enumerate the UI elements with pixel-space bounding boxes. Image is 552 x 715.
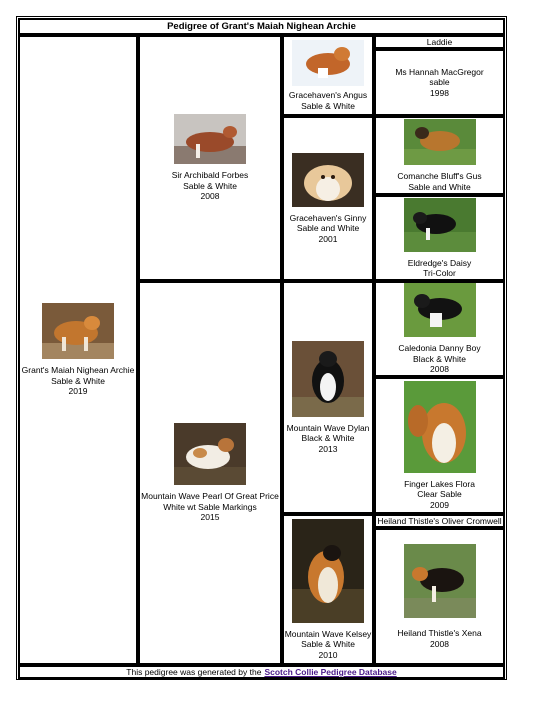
- ggsire-cell: [374, 35, 505, 49]
- dam-cell: [138, 281, 282, 665]
- sire-sire-cell: [282, 35, 374, 116]
- dog-color: sable: [429, 77, 450, 88]
- pedigree-title: Pedigree of Grant's Maiah Nighean Archie: [18, 18, 505, 35]
- dog-year: 1998: [430, 87, 449, 98]
- dog-photo[interactable]: [404, 119, 476, 165]
- dog-photo[interactable]: [404, 198, 476, 252]
- dog-color: Black & White: [413, 353, 466, 364]
- dog-name: Gracehaven's Ginny: [289, 212, 367, 223]
- sire-dam-cell: [282, 116, 374, 281]
- dog-color: Sable and White: [408, 181, 471, 192]
- dog-photo[interactable]: [292, 341, 364, 417]
- dog-photo[interactable]: [174, 423, 246, 485]
- dog-photo[interactable]: [174, 114, 246, 164]
- subject-cell: [18, 35, 138, 665]
- dog-year: 2009: [430, 499, 449, 510]
- dog-name: Caledonia Danny Boy: [398, 343, 481, 354]
- dam-dam-cell: [282, 514, 374, 665]
- ggdam-cell: [374, 528, 505, 665]
- dog-year: 2008: [200, 191, 220, 202]
- dog-color: Black & White: [301, 433, 355, 444]
- database-link[interactable]: Scotch Collie Pedigree Database: [264, 667, 397, 677]
- dog-year: 2010: [318, 649, 338, 660]
- dog-color: Sable & White: [301, 100, 355, 111]
- generation-divider: [138, 279, 505, 282]
- dog-color: White wt Sable Markings: [163, 501, 257, 512]
- dog-name: Ms Hannah MacGregor: [395, 66, 484, 77]
- dog-name: Finger Lakes Flora: [404, 478, 475, 489]
- dog-year: 2008: [430, 364, 449, 375]
- dog-name: Grant's Maiah Nighean Archie: [21, 365, 135, 376]
- ggdam-cell: [374, 49, 505, 116]
- dog-photo[interactable]: [404, 381, 476, 473]
- dog-color: Sable and White: [296, 223, 360, 234]
- dam-sire-cell: [282, 281, 374, 514]
- dog-color: Sable & White: [301, 639, 355, 650]
- dog-name: Sir Archibald Forbes: [171, 170, 249, 181]
- dog-name: Gracehaven's Angus: [288, 90, 368, 100]
- dog-photo[interactable]: [292, 153, 364, 207]
- ggsire-cell: [374, 116, 505, 195]
- dog-color: Sable & White: [51, 375, 105, 386]
- footer: [18, 665, 505, 679]
- ggdam-cell: [374, 377, 505, 514]
- dog-year: 2001: [318, 233, 338, 244]
- dog-name: Heiland Thistle's Xena: [397, 628, 482, 638]
- dog-year: 2015: [200, 512, 220, 523]
- sire-cell: [138, 35, 282, 281]
- ggsire-cell: [374, 514, 505, 528]
- footer-text: This pedigree was generated by the: [126, 667, 262, 677]
- dog-name: Mountain Wave Pearl Of Great Price: [141, 491, 279, 502]
- dog-year: 2008: [430, 638, 449, 649]
- dog-color: Sable & White: [183, 180, 237, 191]
- dog-year: 2019: [68, 386, 88, 397]
- dog-photo[interactable]: [292, 519, 364, 623]
- dog-photo[interactable]: [42, 303, 114, 359]
- dog-name: Heiland Thistle's Oliver Cromwell: [377, 515, 502, 526]
- ggdam-cell: [374, 195, 505, 281]
- dog-photo[interactable]: [404, 283, 476, 337]
- dog-year: 2013: [318, 443, 338, 454]
- ggsire-cell: [374, 281, 505, 377]
- dog-name: Mountain Wave Dylan: [286, 422, 370, 433]
- dog-name: Laddie: [426, 36, 453, 47]
- dog-color: Tri-Color: [423, 268, 456, 278]
- dog-name: Eldredge's Daisy: [407, 257, 472, 268]
- dog-color: Clear Sable: [417, 489, 462, 500]
- dog-name: Comanche Bluff's Gus: [397, 171, 482, 181]
- dog-photo[interactable]: [404, 544, 476, 618]
- dog-name: Mountain Wave Kelsey: [284, 628, 372, 639]
- dog-photo[interactable]: [292, 40, 364, 86]
